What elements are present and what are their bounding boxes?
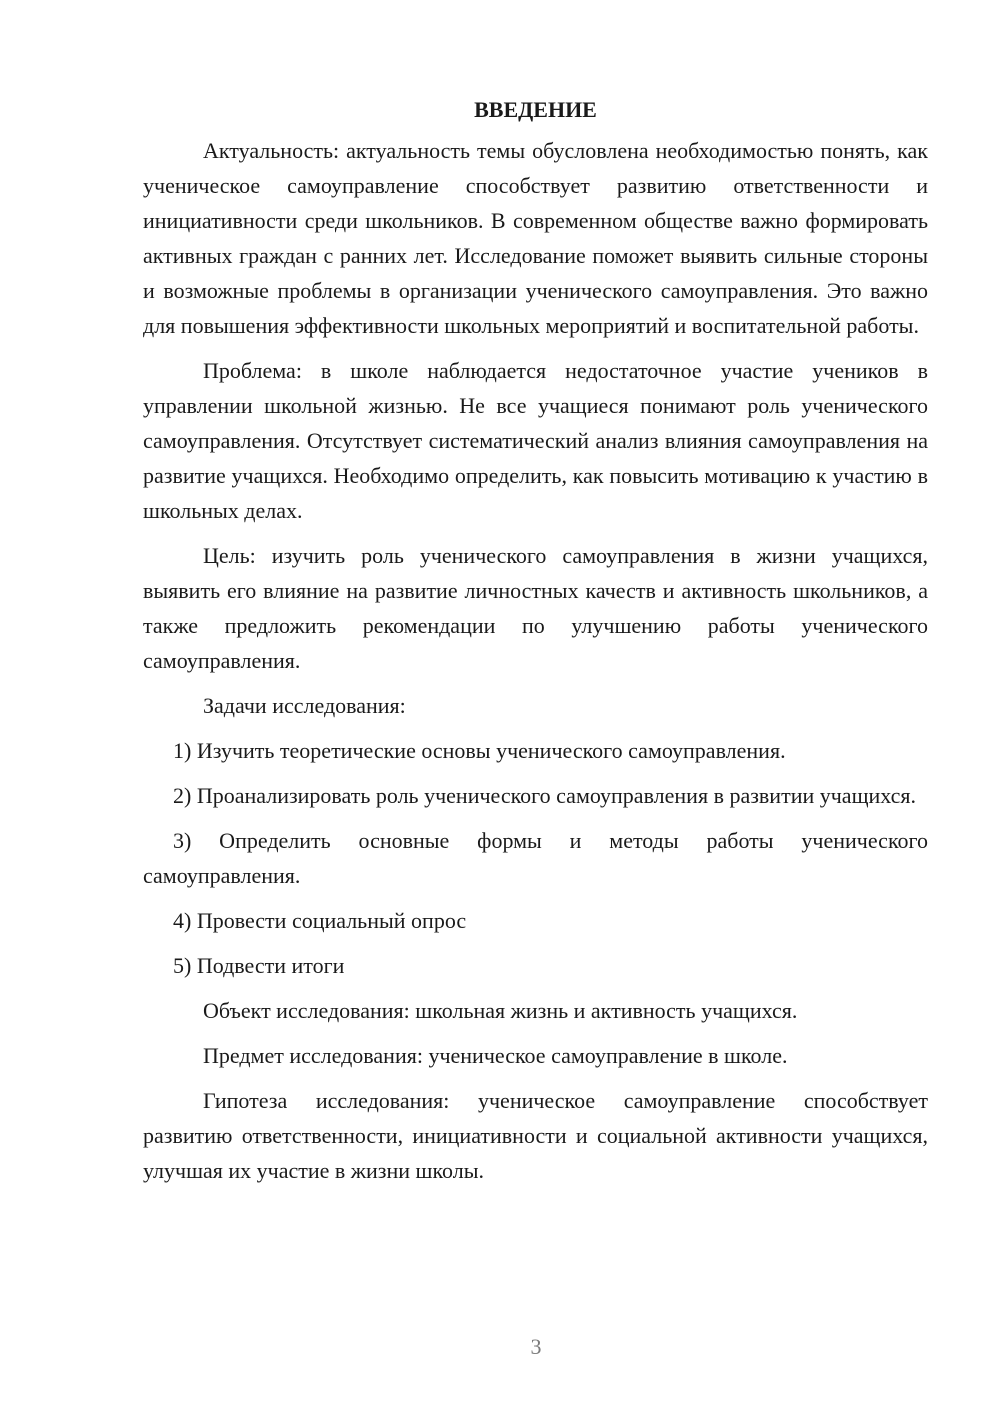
paragraph-relevance: Актуальность: актуальность темы обусловлена необходимостью понять, как ученическое самоуправление способствует развитию ответственности и инициативности среди школьников. В современном обществе важно формировать активных граждан с ранних лет. Исследование поможет выявить сильные стороны и возможные проблемы в организации ученического самоуправления. Это важно для повышения эффективности школьных мероприятий и воспитательной работы.	[143, 138, 928, 338]
task-item-2: 2) Проанализировать роль ученического самоуправления в развитии учащихся.	[173, 783, 917, 808]
section-title: ВВЕДЕНИЕ	[474, 97, 597, 122]
task-item-4: 4) Провести социальный опрос	[173, 908, 467, 933]
paragraph-problem: Проблема: в школе наблюдается недостаточное участие учеников в управлении школьной жизнью. Не все учащиеся понимают роль ученического самоуправления. Отсутствует систематический анализ влияния самоуправления на развитие учащихся. Необходимо определить, как повысить мотивацию к участию в школьных делах.	[143, 358, 928, 523]
page-number: 3	[530, 1334, 542, 1359]
task-item-3: 3) Определить основные формы и методы работы ученического самоуправления.	[143, 828, 928, 888]
task-item-1: 1) Изучить теоретические основы ученического самоуправления.	[173, 738, 786, 763]
paragraph-goal: Цель: изучить роль ученического самоуправления в жизни учащихся, выявить его влияние на развитие личностных качеств и активность школьников, а также предложить рекомендации по улучшению работы ученического самоуправления.	[143, 543, 928, 673]
document-page	[143, 96, 928, 1198]
task-item-5: 5) Подвести итоги	[173, 953, 345, 978]
tasks-heading: Задачи исследования:	[203, 693, 406, 718]
paragraph-subject: Предмет исследования: ученическое самоуправление в школе.	[203, 1043, 788, 1068]
paragraph-hypothesis: Гипотеза исследования: ученическое самоуправление способствует развитию ответственности, инициативности и социальной активности учащихся, улучшая их участие в жизни школы.	[143, 1088, 928, 1183]
paragraph-object: Объект исследования: школьная жизнь и активность учащихся.	[203, 998, 798, 1023]
